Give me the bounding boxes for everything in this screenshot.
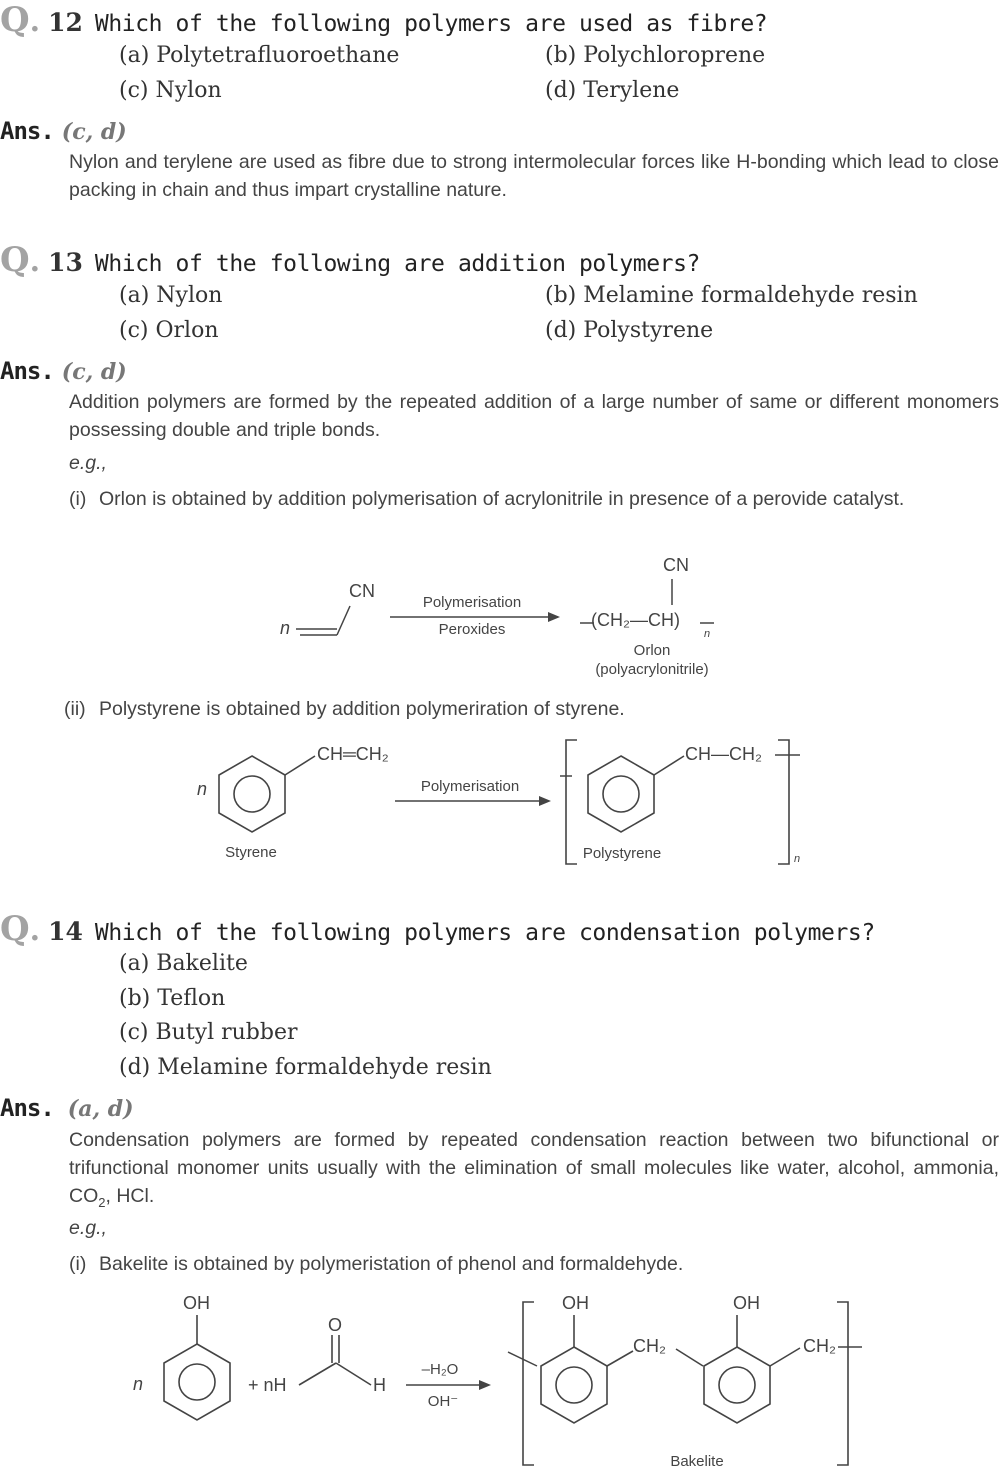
explanation-subscript: 2 (98, 1194, 106, 1210)
item-text: Polystyrene is obtained by addition polymeriration of styrene. (99, 698, 625, 720)
q12-answer (0, 117, 127, 145)
vinyl-bond (285, 756, 315, 775)
formaldehyde-h: H (373, 1375, 386, 1395)
phenol-oh: OH (183, 1293, 210, 1313)
monomer-cn: CN (349, 581, 375, 601)
bakelite-reaction-scheme (0, 1290, 999, 1468)
q13-option-b: (b) Melamine formaldehyde resin (545, 283, 918, 308)
arrow-head (539, 796, 551, 806)
polystyrene-label: Polystyrene (582, 845, 662, 862)
benzene-ring (219, 756, 285, 832)
orlon-sub-n: n (704, 628, 711, 640)
bracket-right (837, 1302, 848, 1465)
question-number: 13 (48, 248, 83, 277)
answer-label: Ans. (0, 117, 54, 145)
formaldehyde-bond-right (336, 1363, 371, 1385)
formaldehyde-prefix: + nH (248, 1375, 287, 1395)
question-14-header (0, 909, 875, 949)
item-number: (i) (69, 488, 87, 510)
bracket-left (566, 740, 577, 864)
question-number: 12 (48, 8, 83, 37)
q14-option-d: (d) Melamine formaldehyde resin (119, 1055, 492, 1080)
answer-value: (a, d) (67, 1096, 134, 1122)
phenol-coeff: n (133, 1374, 144, 1394)
phenol-aromatic-circle (179, 1364, 215, 1400)
bakelite-ring-1-circle (556, 1367, 592, 1403)
q12-option-c: (c) Nylon (119, 78, 222, 103)
q12-option-d: (d) Terylene (545, 78, 680, 103)
arrow-head (548, 612, 560, 622)
q14-answer (0, 1094, 134, 1122)
styrene-coeff: n (197, 779, 208, 799)
q14-item-1 (69, 1250, 999, 1278)
q13-option-a: (a) Nylon (119, 283, 223, 308)
arrow-bottom-label: OH⁻ (427, 1393, 459, 1410)
ch2-1-bond-right (676, 1349, 703, 1366)
arrow-top-label: –H₂O (421, 1361, 459, 1378)
monomer-bond (337, 606, 350, 635)
q13-item-2 (64, 695, 994, 723)
question-dot: . (29, 913, 41, 948)
question-number: 14 (48, 917, 83, 946)
item-text: Bakelite is obtained by polymeristation of phenol and formaldehyde. (99, 1253, 684, 1275)
bakelite-ring-2-circle (719, 1367, 755, 1403)
answer-value: (c, d) (61, 359, 127, 385)
bakelite-ring-1 (541, 1347, 607, 1423)
ch2-2-bond (770, 1348, 800, 1366)
arrow-bottom-label: Peroxides (438, 621, 506, 638)
aromatic-circle (234, 776, 270, 812)
carbonyl-oxygen: O (328, 1315, 343, 1335)
product-aromatic-circle (603, 776, 639, 812)
question-text: Which of the following polymers are used as fibre? (94, 11, 768, 37)
formaldehyde-bond-left (299, 1363, 336, 1385)
answer-label: Ans. (0, 357, 54, 385)
q13-eg: e.g., (69, 452, 107, 474)
product-chain-bond (654, 756, 684, 775)
question-text: Which of the following are addition polymers? (94, 251, 700, 277)
ch2-2: CH₂ (803, 1336, 836, 1356)
product-benzene-ring (588, 756, 654, 832)
question-dot: . (29, 244, 41, 279)
product-name: Orlon (633, 642, 671, 659)
q14-option-b: (b) Teflon (119, 986, 226, 1011)
q13-item-1 (69, 485, 999, 513)
q13-option-d: (d) Polystyrene (545, 318, 714, 343)
product-chain: (CH₂—CH) (591, 610, 680, 630)
item-number: (ii) (64, 698, 86, 720)
oh-2: OH (733, 1293, 760, 1313)
q13-option-c: (c) Orlon (119, 318, 219, 343)
vinyl-group: CH═CH₂ (317, 744, 389, 764)
q13-explanation: Addition polymers are formed by the repeated addition of a large number of same or different monomers possessing double and triple bonds. (69, 391, 999, 441)
ch2-1-bond (607, 1351, 633, 1366)
q14-explanation (69, 1126, 999, 1217)
polystyrene-sub-n: n (794, 853, 801, 865)
answer-label: Ans. (0, 1094, 54, 1122)
q12-explanation: Nylon and terylene are used as fibre due to strong intermolecular forces like H-bonding which lead to close packing in chain and thus impart crystalline nature. (69, 151, 999, 201)
question-dot: . (29, 4, 41, 39)
q14-option-c: (c) Butyl rubber (119, 1020, 298, 1045)
q14-option-a: (a) Bakelite (119, 951, 248, 976)
bakelite-label: Bakelite (670, 1453, 724, 1470)
q14-eg: e.g., (69, 1217, 107, 1239)
bakelite-ring-2 (704, 1347, 770, 1423)
arrow-top-label: Polymerisation (420, 778, 520, 795)
phenol-ring (164, 1344, 230, 1420)
orlon-coeff: n (280, 618, 291, 638)
item-number: (i) (69, 1253, 87, 1275)
arrow-top-label: Polymerisation (422, 594, 522, 611)
explanation-tail: , HCl. (105, 1185, 155, 1207)
arrow-head (479, 1380, 491, 1390)
product-alias: (polyacrylonitrile) (595, 661, 709, 678)
q12-option-b: (b) Polychloroprene (545, 43, 766, 68)
product-chain: CH—CH₂ (685, 744, 762, 764)
question-text: Which of the following polymers are condensation polymers? (94, 920, 875, 946)
q13-answer (0, 357, 127, 385)
answer-value: (c, d) (61, 119, 127, 145)
explanation-text: Condensation polymers are formed by repeated condensation reaction between two bifunctional or trifunctional monomer units usually with the elimination of small molecules like water, alcohol, ammonia, CO (69, 1129, 999, 1207)
question-13-header (0, 240, 700, 280)
oh-1: OH (562, 1293, 589, 1313)
question-marker: Q (0, 0, 30, 40)
q12-option-a: (a) Polytetrafluoroethane (119, 43, 400, 68)
bracket-left (523, 1302, 534, 1465)
ch2-1: CH₂ (633, 1336, 666, 1356)
product-cn: CN (663, 555, 689, 575)
styrene-reaction-scheme (0, 730, 999, 870)
orlon-reaction-scheme (0, 545, 999, 685)
question-marker: Q (0, 909, 30, 949)
bracket-right (778, 740, 789, 864)
styrene-label: Styrene (225, 844, 277, 861)
item-text: Orlon is obtained by addition polymerisation of acrylonitrile in presence of a perovide catalyst. (99, 488, 905, 510)
question-marker: Q (0, 240, 30, 280)
question-12-header (0, 0, 767, 40)
